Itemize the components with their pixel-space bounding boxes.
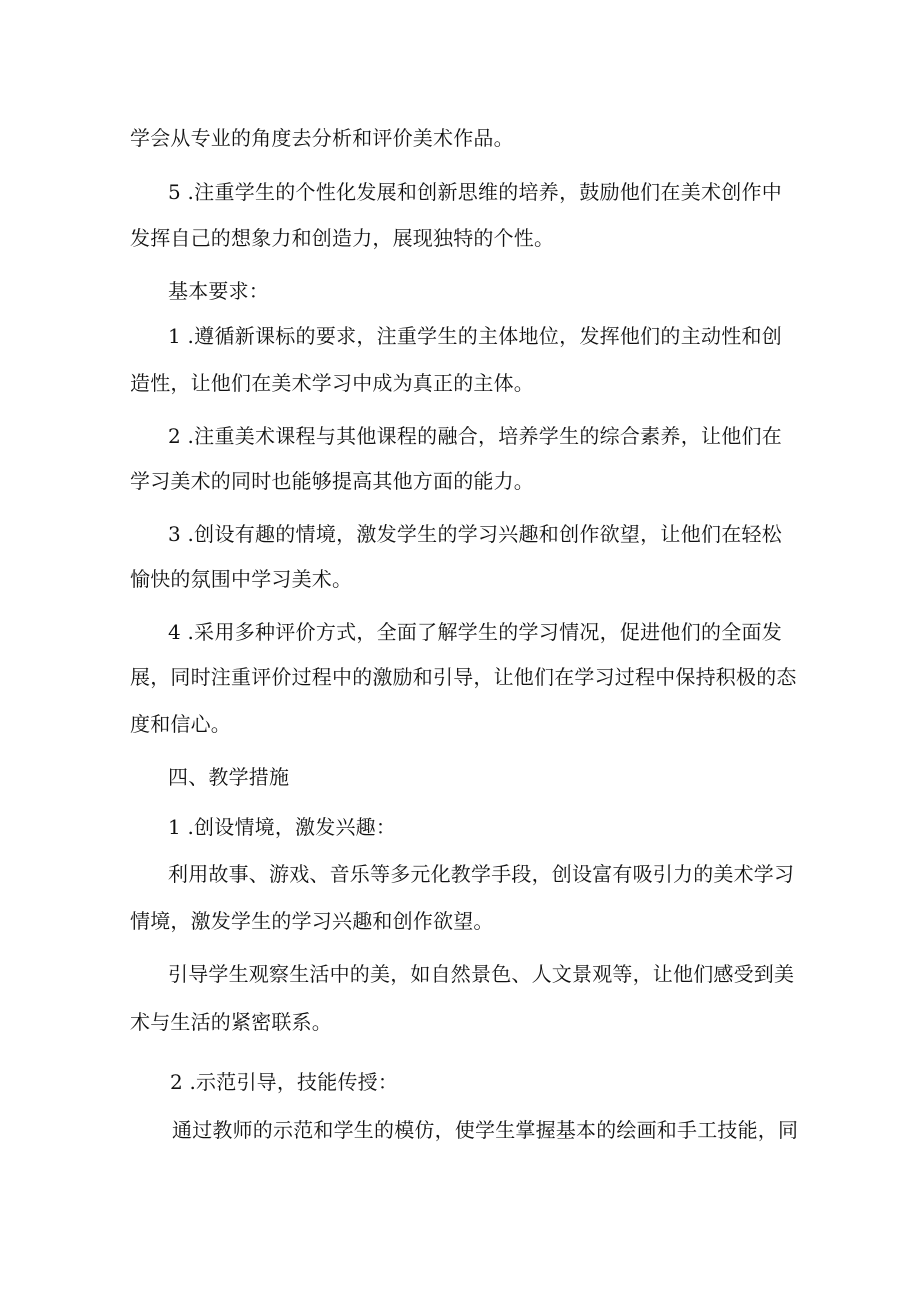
text-line: 学习美术的同时也能够提高其他方面的能力。 (130, 469, 534, 493)
text-line: 术与生活的紧密联系。 (130, 1010, 332, 1034)
text-line: 发挥自己的想象力和创造力，展现独特的个性。 (130, 226, 555, 250)
text-line: 展，同时注重评价过程中的激励和引导，让他们在学习过程中保持积极的态 (130, 665, 797, 689)
subheading: 2 .示范引导，技能传授： (170, 1070, 399, 1094)
text-line: 通过教师的示范和学生的模仿，使学生掌握基本的绘画和手工技能，同 (172, 1118, 799, 1142)
text-line: 引导学生观察生活中的美，如自然景色、人文景观等，让他们感受到美 (168, 962, 795, 986)
section-heading: 基本要求： (168, 279, 269, 303)
text-line: 3 .创设有趣的情境，激发学生的学习兴趣和创作欲望，让他们在轻松 (168, 522, 782, 546)
text-line: 情境，激发学生的学习兴趣和创作欲望。 (130, 909, 494, 933)
subheading: 1 .创设情境，激发兴趣： (168, 815, 397, 839)
text-line: 1 .遵循新课标的要求，注重学生的主体地位，发挥他们的主动性和创 (168, 324, 782, 348)
text-line: 学会从专业的角度去分析和评价美术作品。 (130, 126, 514, 150)
text-line: 愉快的氛围中学习美术。 (130, 567, 353, 591)
section-heading: 四、教学措施 (168, 765, 290, 789)
text-line: 度和信心。 (130, 712, 231, 736)
text-line: 4 .采用多种评价方式，全面了解学生的学习情况，促进他们的全面发 (168, 620, 782, 644)
text-line: 利用故事、游戏、音乐等多元化教学手段，创设富有吸引力的美术学习 (168, 862, 795, 886)
text-line: 5 .注重学生的个性化发展和创新思维的培养，鼓励他们在美术创作中 (168, 180, 782, 204)
text-line: 2 .注重美术课程与其他课程的融合，培养学生的综合素养，让他们在 (168, 424, 782, 448)
text-line: 造性，让他们在美术学习中成为真正的主体。 (130, 371, 534, 395)
